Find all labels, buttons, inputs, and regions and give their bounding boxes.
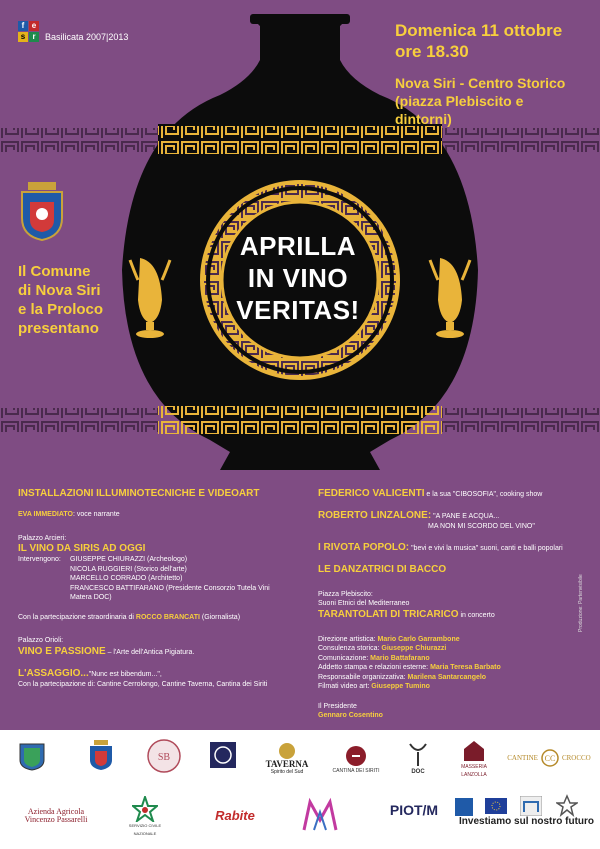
credit-row: Responsabile organizzativa: Marilena Santarcangelo — [318, 673, 487, 681]
fesr-small-icon — [455, 798, 473, 816]
svg-text:SB: SB — [157, 752, 171, 763]
program-item-valicenti: FEDERICO VALICENTI e la sua "CIBOSOFIA", cooking show — [318, 488, 543, 499]
event-date: Domenica 11 ottobre — [395, 21, 563, 40]
fesr-logo: f e s r — [18, 21, 39, 42]
credits-list — [318, 635, 588, 692]
program-panel — [0, 478, 600, 730]
program-assaggio: L'ASSAGGIO..."Nunc est bibendum...", — [18, 667, 162, 679]
masseria-lanzolla-logo: MASSERIA LANZOLLA — [454, 738, 494, 780]
program-arcieri-title: IL VINO DA SIRIS AD OGGI — [18, 543, 146, 554]
servizio-civile-star-icon — [132, 796, 158, 822]
credit-row: Filmati video art: Giuseppe Tumino — [318, 683, 430, 690]
event-location-1: Nova Siri - Centro Storico — [395, 75, 566, 91]
presidente-name: Gennaro Cosentino — [318, 712, 383, 719]
presenter-text: Il Comune di Nova Siri e la Proloco presentano — [18, 263, 104, 337]
program-piazza-place: Piazza Plebiscito: — [318, 590, 373, 598]
program-left-column — [18, 488, 308, 689]
nova-siri-crest-icon — [88, 740, 114, 772]
doc-logo: DOC — [398, 738, 438, 780]
production-credit: Produzione: Partenvisibile — [578, 574, 584, 632]
eu-flag-icon — [485, 798, 507, 814]
program-piazza-sub: Suoni Etnici del Mediterraneo — [318, 600, 410, 607]
credit-row: Consulenza storica: Giuseppe Chiurazzi — [318, 645, 447, 652]
presidente-label: Il Presidente — [318, 702, 357, 710]
program-item-danzatrici: LE DANZATRICI DI BACCO — [318, 563, 447, 575]
program-orioli-place: Palazzo Orioli: — [18, 637, 64, 644]
program-right-column: FEDERICO VALICENTI e la sua "CIBOSOFIA", cooking show ROBERTO LINZALONE: "A PANE E ACQUA... MA NON MI SCORDO DEL VINO" I RIVOTA POPOLO: "bevi e vivi la musica" suoni, canti e balli popolari LE DANZATRICI DI BACCO Piazza Plebiscito: Suoni Etnici del Mediterraneo TARANTOLATI DI TRICARICO in concerto Direzione artistica: Mario Carlo Garrambone Consulenza storica: Giuseppe Chiurazzi Comunicazione: Mario Battafarano Addetto stampa e relazioni esterne: Maria Teresa Barbato Responsabile organizzativa: Marilena Santarcangelo Filmati video art: Giuseppe Tumino Il Presidente Gennaro Cosentino — [318, 488, 588, 721]
sponsor-footer — [0, 730, 600, 849]
saba-logo-icon — [146, 738, 182, 774]
event-title: APRILLA IN VINO VERITAS! — [236, 231, 360, 325]
program-orioli-title: VINO E PASSIONE – l'Arte dell'Antica Pigiatura. — [18, 645, 195, 657]
servizio-civile-logo: SERVIZIO CIVILE NAZIONALE — [120, 796, 170, 838]
event-info — [395, 20, 580, 128]
ministry-seal-icon — [208, 740, 238, 770]
program-assaggio-partecipazione: Con la partecipazione di: Cantine Cerrolongo, Cantine Taverna, Cantina dei Siriti — [18, 680, 268, 688]
siriti-emblem-icon — [345, 745, 367, 767]
masseria-emblem-icon — [462, 739, 486, 763]
taverna-logo: TAVERNA Spirito del Sud — [262, 738, 312, 780]
vase-band-lower — [158, 406, 442, 434]
event-time: ore 18.30 — [395, 42, 469, 61]
event-location-2: (piazza Plebiscito e dintorni) — [395, 93, 524, 127]
credit-row: Comunicazione: Mario Battafarano — [318, 654, 430, 662]
program-item-installations: INSTALLAZIONI ILLUMINOTECNICHE E VIDEOART — [18, 488, 260, 499]
basilicata-region-icon — [520, 796, 542, 816]
cantine-crocco-logo: CANTINE CC CROCCO — [503, 746, 595, 770]
passarelli-logo: Azienda Agricola Vincenzo Passarelli — [24, 807, 88, 824]
basilicata-crest-icon — [18, 740, 46, 772]
cantina-siriti-logo: CANTINA DEI SIRITI — [326, 740, 386, 780]
program-item-linzalone: ROBERTO LINZALONE: "A PANE E ACQUA... — [318, 510, 500, 521]
program-arcieri-place: Palazzo Arcieri: — [18, 534, 67, 542]
footer-slogan: Investiamo sul nostro futuro — [459, 816, 595, 827]
municipal-crest-icon — [18, 182, 66, 242]
ma-logo-icon — [300, 796, 340, 836]
italian-republic-emblem-icon — [556, 794, 578, 818]
program-partecipazione: Con la partecipazione straordinaria di ROCCO BRANCATI (Giornalista) — [18, 613, 241, 621]
program-item-eva: EVA IMMEDIATO: voce narrante — [18, 511, 120, 518]
taverna-emblem-icon — [277, 742, 297, 760]
svg-text:CC: CC — [544, 754, 556, 763]
program-speakers: Intervengono: GIUSEPPE CHIURAZZI (Archeologo) NICOLA RUGGIERI (Storico dell'arte) MARCELLO CORRADO (Architetto) FRANCESCO BATTIFARANO (Presidente Consorzio Tutela Vini Matera DOC) — [18, 556, 270, 601]
credit-row: Addetto stampa e relazioni esterne: Maria Teresa Barbato — [318, 664, 501, 671]
fesr-caption: Basilicata 2007|2013 — [45, 32, 129, 42]
crocco-emblem-icon — [541, 749, 559, 767]
vase-lip — [250, 14, 350, 24]
doc-emblem-icon — [406, 742, 430, 768]
rabite-logo: Rabite — [215, 808, 255, 823]
program-piazza-title: TARANTOLATI DI TRICARICO in concerto — [318, 608, 495, 620]
piot-logo: PIOT/M — [389, 802, 439, 818]
credit-row: Direzione artistica: Mario Carlo Garrambone — [318, 635, 460, 643]
program-item-rivota: I RIVOTA POPOLO: "bevi e vivi la musica" suoni, canti e balli popolari — [318, 541, 563, 553]
vase-band-upper — [158, 126, 442, 154]
